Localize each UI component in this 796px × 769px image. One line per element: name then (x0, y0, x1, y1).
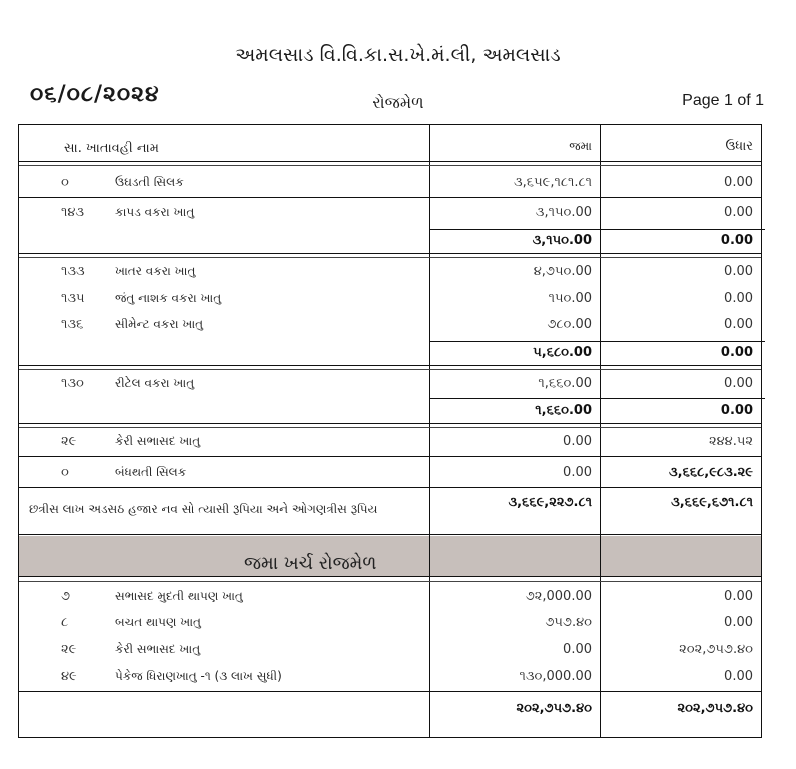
account-code: ૦ (61, 175, 69, 190)
udhar-amount: ૨૦૨,૭૫૭.૪૦ (679, 642, 753, 657)
account-code: ૨૯ (61, 434, 77, 449)
subtotal-jama: ૧,૬૬૦.00 (535, 403, 592, 418)
account-name: ઉઘડતી સિલક (115, 175, 184, 189)
jama-amount: ૩,૬૫૯,૧૮૧.૮૧ (514, 175, 592, 190)
account-name: બંધથતી સિલક (115, 465, 187, 479)
organization-title: અમલસાડ વિ.વિ.કા.સ.ખે.મં.લી, અમલસાડ (235, 44, 561, 66)
divider (19, 369, 761, 370)
column-divider (600, 536, 601, 576)
account-code: ૦ (61, 465, 69, 480)
account-code: ૮ (61, 615, 69, 630)
divider (19, 161, 761, 162)
account-name: રીટેલ વકરા ખાતુ (115, 376, 195, 390)
divider (19, 365, 761, 366)
udhar-amount: 0.00 (724, 175, 753, 190)
report-date: ૦૬/૦૮/૨૦૨૪ (30, 82, 160, 107)
divider (429, 341, 765, 342)
udhar-amount: 0.00 (724, 669, 753, 684)
divider (19, 456, 761, 457)
subtotal-jama: ૫,૬૮૦.00 (533, 345, 592, 360)
jama-amount: ૭૮૦.00 (547, 317, 592, 332)
udhar-amount: 0.00 (724, 376, 753, 391)
account-code: ૪૯ (61, 669, 77, 684)
column-header-jama: જમા (569, 139, 592, 153)
expense-total-udhar: ૨૦૨,૭૫૭.૪૦ (677, 701, 753, 716)
report-title: રોજમેળ (372, 93, 424, 112)
expense-total-jama: ૨૦૨,૭૫૭.૪૦ (516, 701, 592, 716)
jama-amount: ૭૨,000.00 (525, 589, 592, 604)
account-name: કાપડ વકરા ખાતુ (115, 205, 195, 219)
account-name: કેરી સભાસદ ખાતુ (115, 642, 201, 656)
page-indicator: Page 1 of 1 (682, 92, 764, 109)
udhar-amount: 0.00 (724, 317, 753, 332)
divider (19, 576, 761, 577)
subtotal-udhar: 0.00 (720, 403, 753, 418)
account-name: સભાસદ મુદતી થાપણ ખાતુ (115, 589, 243, 603)
udhar-amount: 0.00 (724, 291, 753, 306)
grand-total-jama: ૩,૬૬૯,૨૨૭.૮૧ (508, 495, 592, 510)
account-name: સીમેન્ટ વકરા ખાતુ (115, 317, 204, 331)
ledger-table (18, 124, 762, 738)
divider (19, 427, 761, 428)
udhar-amount: ૨૪૪.૫૨ (708, 434, 753, 449)
jama-amount: ૭૫૭.૪૦ (545, 615, 592, 630)
account-name: બચત થાપણ ખાતુ (115, 615, 201, 629)
jama-amount: ૧,૬૬૦.00 (538, 376, 592, 391)
grand-total-udhar: ૩,૬૬૯,૬૭૧.૮૧ (671, 495, 753, 510)
column-divider (429, 536, 430, 576)
account-name: કેરી સભાસદ ખાતુ (115, 434, 201, 448)
divider (19, 165, 761, 166)
jama-amount: ૪,૭૫૦.00 (533, 264, 592, 279)
divider (19, 487, 761, 488)
closing-balance-udhar: ૩,૬૬૮,૯૮૩.૨૯ (668, 465, 753, 480)
section-title: જમા ખર્ચ રોજમેળ (244, 553, 377, 574)
divider (19, 253, 761, 254)
divider (19, 691, 761, 692)
account-code: ૧૩૬ (61, 317, 84, 332)
divider (19, 534, 761, 535)
account-name: ખાતર વકરા ખાતુ (115, 264, 196, 278)
jama-amount: 0.00 (563, 465, 592, 480)
udhar-amount: 0.00 (724, 264, 753, 279)
divider (429, 229, 765, 230)
divider (19, 581, 761, 582)
divider (19, 197, 761, 198)
jama-amount: ૧૩૦,000.00 (519, 669, 592, 684)
account-code: ૧૩૦ (61, 376, 84, 391)
subtotal-udhar: 0.00 (720, 233, 753, 248)
account-code: ૧૩૫ (61, 291, 85, 306)
account-name: પેકેજ ધિરાણખાતુ -૧ (૩ લાખ સુધી) (115, 669, 282, 683)
divider (19, 257, 761, 258)
account-code: ૧૩૩ (61, 264, 85, 279)
column-header-udhar: ઉધાર (725, 139, 753, 154)
jama-amount: 0.00 (563, 434, 592, 449)
divider (429, 398, 765, 399)
divider (19, 423, 761, 424)
account-name: જંતુ નાશક વકરા ખાતુ (115, 291, 222, 305)
column-header-name: સા. ખાતાવહી નામ (64, 141, 159, 156)
account-code: ૭ (61, 589, 71, 604)
account-code: ૨૯ (61, 642, 77, 657)
total-in-words: છત્રીસ લાખ અડસઠ હજાર નવ સો ત્યાસી રૂપિયા અને ઓગણત્રીસ રૂપિય (29, 502, 378, 516)
subtotal-udhar: 0.00 (720, 345, 753, 360)
jama-amount: ૩,૧૫૦.00 (535, 205, 592, 220)
subtotal-jama: ૩,૧૫૦.00 (532, 233, 592, 248)
jama-amount: ૧૫૦.00 (548, 291, 592, 306)
udhar-amount: 0.00 (724, 205, 753, 220)
udhar-amount: 0.00 (724, 615, 753, 630)
section-band (19, 536, 761, 576)
jama-amount: 0.00 (563, 642, 592, 657)
udhar-amount: 0.00 (724, 589, 753, 604)
account-code: ૧૪૩ (61, 205, 85, 220)
